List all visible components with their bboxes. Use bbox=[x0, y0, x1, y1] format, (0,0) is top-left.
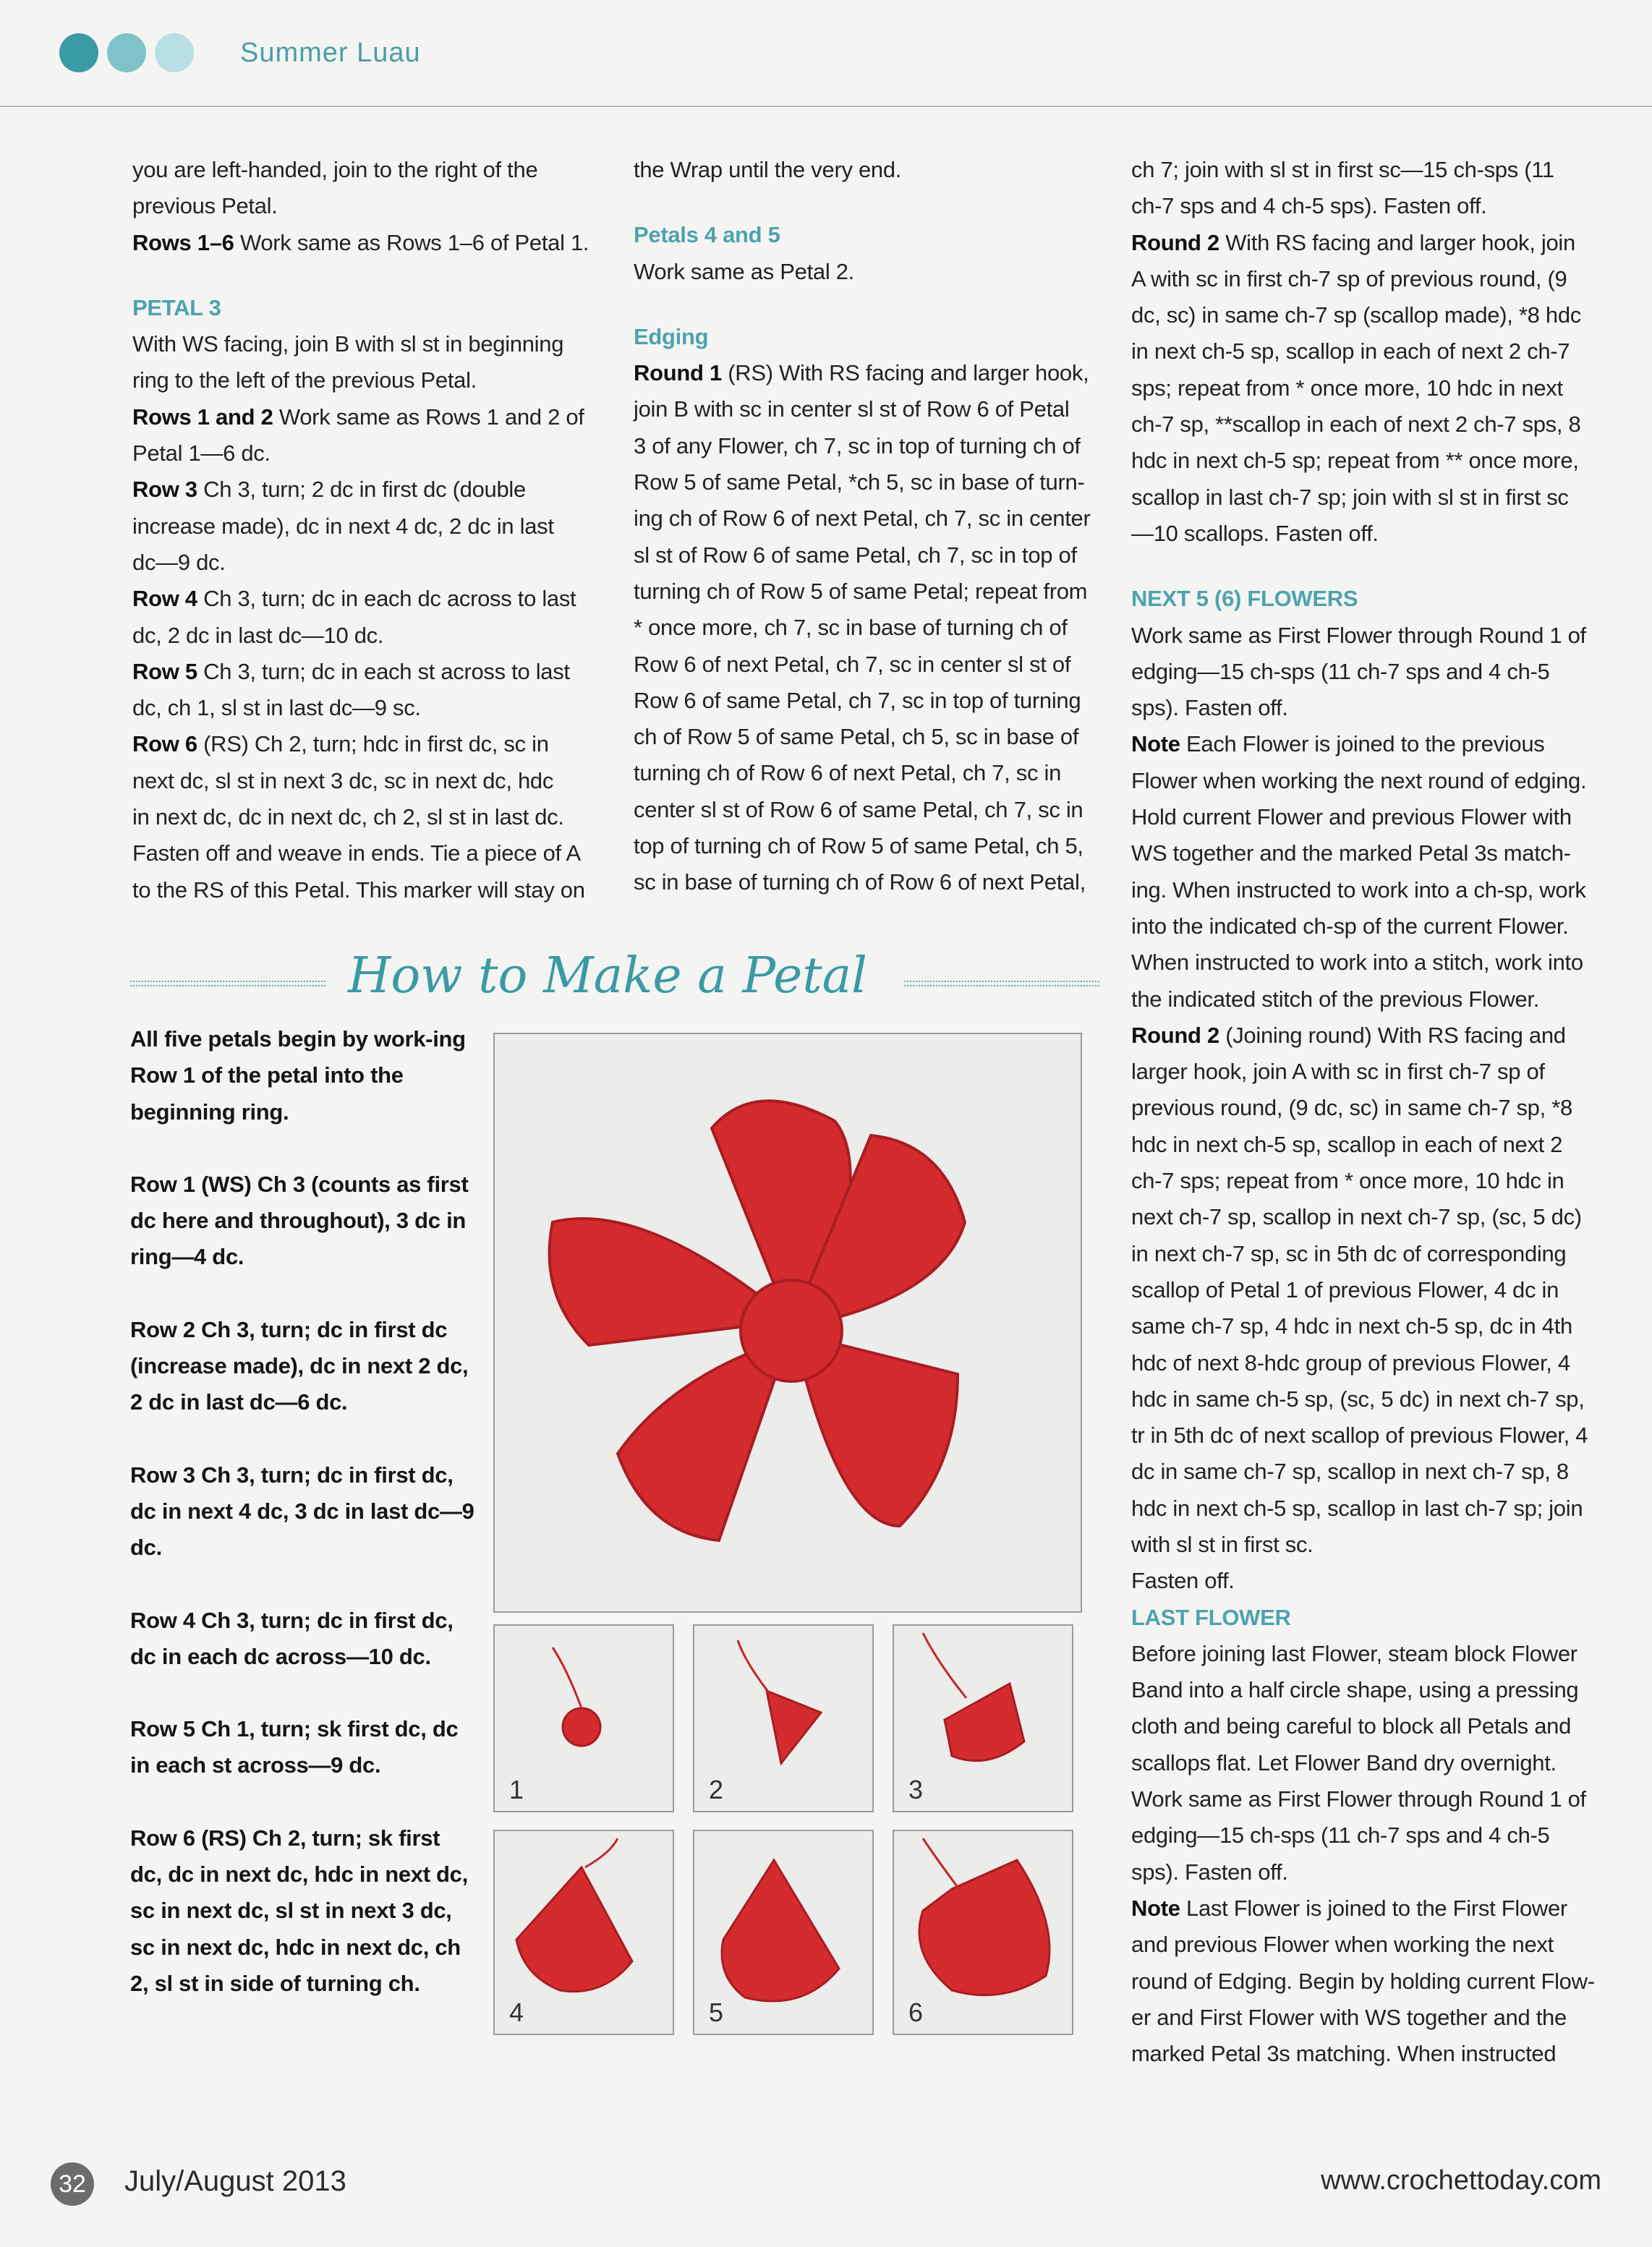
line-text: previous Petal. bbox=[132, 193, 278, 219]
bold-label: Row 5 bbox=[132, 658, 197, 684]
text-line bbox=[132, 872, 603, 908]
bold-label: Rows 1 and 2 bbox=[132, 404, 273, 430]
line-text: scallops flat. Let Flower Band dry overnight. bbox=[1131, 1749, 1557, 1775]
line-text: hdc in same ch-5 sp, (sc, 5 dc) in next ch-7 sp, bbox=[1131, 1386, 1585, 1412]
text-line bbox=[132, 435, 603, 472]
line-text: Ch 3, turn; dc in each dc across to last bbox=[197, 586, 576, 612]
line-text: in next dc, dc in next dc, ch 2, sl st in last dc. bbox=[132, 804, 564, 830]
text-line bbox=[634, 719, 1104, 755]
text-line bbox=[634, 355, 1104, 391]
line-text: dc—9 dc. bbox=[132, 549, 226, 575]
line-text: next ch-7 sp, scallop in next ch-7 sp, (sc, 5 dc) bbox=[1131, 1204, 1582, 1230]
line-text: sps; repeat from * once more, 10 hdc in next bbox=[1131, 375, 1563, 401]
line-text: hdc of next 8-hdc group of previous Flower, 4 bbox=[1131, 1350, 1570, 1376]
text-line bbox=[1131, 1417, 1609, 1454]
bold-label: Round 2 bbox=[1131, 1022, 1219, 1048]
text-line bbox=[1131, 1018, 1609, 1054]
line-text: edging—15 ch-sps (11 ch-7 sps and 4 ch-5 bbox=[1131, 1822, 1550, 1849]
column-3 bbox=[1131, 152, 1609, 2072]
line-text: marked Petal 3s matching. When instructed bbox=[1131, 2041, 1557, 2067]
text-line bbox=[1131, 1854, 1609, 1890]
line-text: Petal 1—6 dc. bbox=[132, 440, 271, 466]
step-row4: Row 4 Ch 3, turn; dc in first dc, dc in each dc across—10 dc. bbox=[130, 1607, 454, 1669]
line-text: Last Flower is joined to the First Flower bbox=[1180, 1895, 1567, 1921]
line-text: Band into a half circle shape, using a pressing bbox=[1131, 1677, 1579, 1703]
text-line bbox=[132, 763, 603, 799]
text-line bbox=[1131, 516, 1609, 552]
text-line bbox=[1131, 1672, 1609, 1708]
line-text: dc, 2 dc in last dc—10 dc. bbox=[132, 622, 384, 648]
line-text: to the RS of this Petal. This marker will stay on bbox=[132, 877, 585, 903]
text-line bbox=[1131, 1345, 1609, 1381]
step-row1: Row 1 (WS) Ch 3 (counts as first dc here and throughout), 3 dc in ring—4 dc. bbox=[130, 1171, 469, 1270]
bold-label: Round 2 bbox=[1131, 229, 1219, 255]
line-text: tr in 5th dc of next scallop of previous Flower, 4 bbox=[1131, 1423, 1588, 1449]
photo-label-2: 2 bbox=[709, 1775, 724, 1804]
subheading: PETAL 3 bbox=[132, 294, 221, 320]
photo-label-4: 4 bbox=[509, 1997, 524, 2027]
issue-date: July/August 2013 bbox=[124, 2165, 346, 2197]
line-text: sc in base of turning ch of Row 6 of next Petal, bbox=[634, 869, 1086, 895]
line-text: When instructed to work into a stitch, work into bbox=[1131, 950, 1583, 976]
text-line bbox=[1131, 1454, 1609, 1490]
website-link[interactable]: www.crochettoday.com bbox=[1321, 2165, 1601, 2196]
text-line bbox=[1131, 654, 1609, 690]
line-text: 3 of any Flower, ch 7, sc in top of turning ch of bbox=[634, 432, 1081, 459]
text-line bbox=[634, 610, 1104, 646]
bold-label: Row 6 bbox=[132, 731, 197, 757]
line-text: with sl st in first sc. bbox=[1131, 1531, 1313, 1557]
bold-label: Note bbox=[1131, 731, 1180, 757]
text-line bbox=[1131, 945, 1609, 981]
text-line bbox=[634, 391, 1104, 427]
text-line bbox=[1131, 188, 1609, 224]
line-text: A with sc in first ch-7 sp of previous round, (9 bbox=[1131, 265, 1567, 291]
howto-banner bbox=[130, 947, 1099, 1011]
text-line bbox=[1131, 1090, 1609, 1126]
spacer bbox=[634, 290, 1104, 319]
spacer bbox=[1131, 552, 1609, 581]
text-line bbox=[634, 574, 1104, 610]
line-text: round of Edging. Begin by holding current Flow- bbox=[1131, 1968, 1595, 1994]
text-line bbox=[634, 792, 1104, 828]
line-text: Each Flower is joined to the previous bbox=[1180, 731, 1545, 757]
text-line bbox=[132, 152, 603, 188]
line-text: in next ch-5 sp, scallop in each of next 2 ch-7 bbox=[1131, 338, 1570, 364]
line-text: Work same as Rows 1 and 2 of bbox=[273, 404, 584, 430]
text-line bbox=[132, 726, 603, 762]
petal-photo-3 bbox=[893, 1624, 1073, 1812]
step-row2: Row 2 Ch 3, turn; dc in first dc (increase made), dc in next 2 dc, 2 dc in last dc—6 dc. bbox=[130, 1316, 469, 1415]
line-text: With RS facing and larger hook, join bbox=[1219, 229, 1575, 255]
line-text: same ch-7 sp, 4 hdc in next ch-5 sp, dc in 4th bbox=[1131, 1313, 1572, 1339]
line-text: hdc in next ch-5 sp, scallop in last ch-7 sp; join bbox=[1131, 1495, 1583, 1521]
bold-label: Row 4 bbox=[132, 586, 197, 612]
step-row6: Row 6 (RS) Ch 2, turn; sk first dc, dc in next dc, hdc in next dc, sc in next dc, sl st in next 3 dc, sc in next dc, hdc in next dc, ch 2, sl st in side of turning ch. bbox=[130, 1825, 468, 1996]
line-text: into the indicated ch-sp of the current Flower. bbox=[1131, 913, 1569, 939]
text-line bbox=[1131, 2000, 1609, 2036]
text-line bbox=[1131, 2036, 1609, 2072]
text-line bbox=[1131, 1708, 1609, 1744]
section-title: Summer Luau bbox=[240, 38, 421, 68]
text-line bbox=[634, 537, 1104, 574]
text-line bbox=[1131, 261, 1609, 297]
line-text: Work same as Petal 2. bbox=[634, 258, 854, 284]
line-text: (RS) With RS facing and larger hook, bbox=[721, 360, 1089, 386]
text-line bbox=[634, 464, 1104, 500]
column-2 bbox=[634, 152, 1104, 901]
text-line bbox=[634, 755, 1104, 791]
text-line bbox=[1131, 1890, 1609, 1927]
line-text: Fasten off and weave in ends. Tie a piece of A bbox=[132, 840, 581, 866]
line-text: the Wrap until the very end. bbox=[634, 157, 902, 182]
text-line bbox=[1131, 690, 1609, 726]
line-text: the indicated stitch of the previous Flower. bbox=[1131, 986, 1540, 1012]
column-1 bbox=[132, 152, 603, 908]
step-intro: All five petals begin by work-ing Row 1 of the petal into the beginning ring. bbox=[130, 1026, 466, 1125]
crochet-flower-image bbox=[495, 1034, 1081, 1611]
text-line bbox=[1131, 1163, 1609, 1199]
line-text: you are left-handed, join to the right of the bbox=[132, 157, 538, 182]
text-line bbox=[1131, 1381, 1609, 1417]
text-line bbox=[634, 152, 1104, 188]
line-text: Fasten off. bbox=[1131, 1568, 1235, 1594]
petal-photo-2 bbox=[693, 1624, 874, 1812]
line-text: edging—15 ch-sps (11 ch-7 sps and 4 ch-5 bbox=[1131, 658, 1550, 684]
line-text: Hold current Flower and previous Flower with bbox=[1131, 804, 1572, 830]
line-text: * once more, ch 7, sc in base of turning ch of bbox=[634, 615, 1068, 641]
text-line bbox=[634, 864, 1104, 900]
text-line bbox=[1131, 1527, 1609, 1563]
text-line bbox=[132, 472, 603, 508]
line-text: —10 scallops. Fasten off. bbox=[1131, 520, 1379, 546]
text-line bbox=[634, 254, 1104, 290]
step-row3: Row 3 Ch 3, turn; dc in first dc, dc in next 4 dc, 3 dc in last dc—9 dc. bbox=[130, 1462, 474, 1561]
text-line bbox=[1131, 1054, 1609, 1090]
dot-dark bbox=[59, 33, 98, 72]
text-line bbox=[132, 326, 603, 362]
text-line bbox=[1131, 1636, 1609, 1672]
text-line bbox=[1131, 1308, 1609, 1344]
text-line bbox=[1131, 872, 1609, 908]
spacer bbox=[132, 261, 603, 290]
text-line bbox=[132, 835, 603, 871]
banner-rule-right bbox=[904, 981, 1099, 986]
line-text: scallop of Petal 1 of previous Flower, 4 dc in bbox=[1131, 1276, 1559, 1302]
bold-label: Row 3 bbox=[132, 477, 197, 503]
howto-steps bbox=[130, 1021, 477, 2038]
text-line bbox=[1131, 1745, 1609, 1781]
line-text: ring to the left of the previous Petal. bbox=[132, 367, 477, 393]
line-text: Ch 3, turn; dc in each st across to last bbox=[197, 658, 570, 684]
line-text: ch-7 sps; repeat from * once more, 10 hdc in bbox=[1131, 1168, 1564, 1194]
text-line bbox=[1131, 981, 1609, 1018]
line-text: Ch 3, turn; 2 dc in first dc (double bbox=[197, 477, 526, 503]
dot-mid bbox=[107, 33, 146, 72]
text-line bbox=[1131, 763, 1609, 799]
text-line bbox=[132, 581, 603, 617]
text-line bbox=[1131, 908, 1609, 945]
text-line bbox=[1131, 1927, 1609, 1963]
bold-label: Rows 1–6 bbox=[132, 229, 234, 255]
text-line bbox=[1131, 1236, 1609, 1272]
text-line bbox=[634, 428, 1104, 464]
line-text: Flower when working the next round of edging. bbox=[1131, 767, 1587, 793]
line-text: sl st of Row 6 of same Petal, ch 7, sc in top of bbox=[634, 542, 1077, 568]
text-line bbox=[1131, 225, 1609, 261]
text-line bbox=[1131, 1563, 1609, 1599]
line-text: ing. When instructed to work into a ch-sp, work bbox=[1131, 877, 1586, 903]
text-line bbox=[1131, 799, 1609, 835]
text-line bbox=[132, 654, 603, 690]
line-text: Row 6 of same Petal, ch 7, sc in top of turning bbox=[634, 687, 1081, 713]
line-text: Work same as First Flower through Round 1 of bbox=[1131, 1786, 1586, 1812]
banner-rule-left bbox=[130, 981, 325, 986]
line-text: and previous Flower when working the next bbox=[1131, 1932, 1554, 1958]
photo-label-1: 1 bbox=[509, 1775, 524, 1804]
line-text: dc, ch 1, sl st in last dc—9 sc. bbox=[132, 695, 421, 721]
step-row5: Row 5 Ch 1, turn; sk first dc, dc in each st across—9 dc. bbox=[130, 1716, 459, 1778]
howto-title: How to Make a Petal bbox=[348, 947, 867, 1005]
line-text: increase made), dc in next 4 dc, 2 dc in last bbox=[132, 513, 554, 539]
header-divider bbox=[0, 106, 1652, 107]
line-text: ch of Row 5 of same Petal, ch 5, sc in base of bbox=[634, 724, 1079, 750]
text-line bbox=[132, 508, 603, 545]
text-line bbox=[1131, 297, 1609, 333]
text-line bbox=[1131, 726, 1609, 762]
text-line bbox=[132, 799, 603, 835]
text-line bbox=[1131, 370, 1609, 406]
text-line bbox=[1131, 406, 1609, 443]
line-text: hdc in next ch-5 sp, scallop in each of next 2 bbox=[1131, 1131, 1563, 1157]
text-line bbox=[132, 545, 603, 581]
text-line bbox=[634, 647, 1104, 683]
subheading: NEXT 5 (6) FLOWERS bbox=[1131, 586, 1358, 612]
photo-label-6: 6 bbox=[908, 1997, 924, 2027]
text-line bbox=[1131, 152, 1609, 188]
line-text: turning ch of Row 6 of next Petal, ch 7, sc in bbox=[634, 760, 1062, 786]
line-text: turning ch of Row 5 of same Petal; repeat from bbox=[634, 578, 1088, 604]
text-line bbox=[1131, 1127, 1609, 1163]
flower-photo bbox=[493, 1033, 1082, 1613]
line-text: dc in same ch-7 sp, scallop in next ch-7 sp, 8 bbox=[1131, 1459, 1569, 1485]
line-text: With WS facing, join B with sl st in beginning bbox=[132, 331, 564, 357]
text-line bbox=[132, 225, 603, 261]
text-line bbox=[1131, 333, 1609, 370]
subheading: LAST FLOWER bbox=[1131, 1604, 1291, 1630]
dot-light bbox=[155, 33, 194, 72]
text-line bbox=[132, 690, 603, 726]
line-text: top of turning ch of Row 5 of same Petal, ch 5, bbox=[634, 833, 1083, 859]
line-text: ch 7; join with sl st in first sc—15 ch-sps (11 bbox=[1131, 157, 1554, 182]
text-line bbox=[1131, 1964, 1609, 2000]
line-text: ing ch of Row 6 of next Petal, ch 7, sc in center bbox=[634, 506, 1091, 532]
line-text: Work same as Rows 1–6 of Petal 1. bbox=[234, 229, 589, 255]
petal-photo-1 bbox=[493, 1624, 674, 1812]
text-line bbox=[1131, 479, 1609, 516]
line-text: join B with sc in center sl st of Row 6 of Petal bbox=[634, 396, 1070, 422]
line-text: Before joining last Flower, steam block Flower bbox=[1131, 1640, 1578, 1666]
text-line bbox=[132, 399, 603, 435]
page-number: 32 bbox=[51, 2162, 94, 2206]
line-text: sps). Fasten off. bbox=[1131, 1859, 1288, 1885]
subheading: Edging bbox=[634, 323, 709, 349]
text-line bbox=[634, 828, 1104, 864]
text-line bbox=[1131, 1817, 1609, 1854]
line-text: larger hook, join A with sc in first ch-7 sp of bbox=[1131, 1059, 1545, 1085]
line-text: Work same as First Flower through Round 1 of bbox=[1131, 622, 1586, 648]
petal-photo-6 bbox=[893, 1830, 1073, 2035]
petal-photo-4 bbox=[493, 1830, 674, 2035]
header-dots bbox=[59, 33, 194, 72]
line-text: previous round, (9 dc, sc) in same ch-7 sp, *8 bbox=[1131, 1095, 1572, 1121]
line-text: ch-7 sps and 4 ch-5 sps). Fasten off. bbox=[1131, 193, 1487, 219]
line-text: sps). Fasten off. bbox=[1131, 695, 1288, 721]
line-text: next dc, sl st in next 3 dc, sc in next dc, hdc bbox=[132, 767, 554, 793]
line-text: cloth and being careful to block all Petals and bbox=[1131, 1713, 1572, 1739]
text-line bbox=[132, 188, 603, 224]
line-text: in next ch-7 sp, sc in 5th dc of corresponding bbox=[1131, 1240, 1567, 1266]
bold-label: Note bbox=[1131, 1895, 1180, 1921]
line-text: WS together and the marked Petal 3s match- bbox=[1131, 840, 1571, 866]
text-line bbox=[1131, 835, 1609, 871]
line-text: center sl st of Row 6 of same Petal, ch 7, sc in bbox=[634, 796, 1083, 822]
subheading: Petals 4 and 5 bbox=[634, 222, 780, 248]
text-line bbox=[1131, 618, 1609, 654]
line-text: Row 5 of same Petal, *ch 5, sc in base of turn- bbox=[634, 469, 1085, 495]
text-line bbox=[1131, 1199, 1609, 1235]
line-text: er and First Flower with WS together and the bbox=[1131, 2004, 1567, 2030]
line-text: scallop in last ch-7 sp; join with sl st in first sc bbox=[1131, 484, 1569, 510]
text-line bbox=[132, 618, 603, 654]
text-line bbox=[1131, 1491, 1609, 1527]
petal-photo-5 bbox=[693, 1830, 874, 2035]
bold-label: Round 1 bbox=[634, 360, 722, 386]
text-line bbox=[1131, 443, 1609, 479]
text-line bbox=[634, 683, 1104, 719]
line-text: (RS) Ch 2, turn; hdc in first dc, sc in bbox=[197, 731, 549, 757]
photo-label-5: 5 bbox=[709, 1997, 724, 2027]
text-line bbox=[132, 362, 603, 398]
line-text: ch-7 sp, **scallop in each of next 2 ch-7 sps, 8 bbox=[1131, 412, 1581, 438]
photo-label-3: 3 bbox=[908, 1775, 924, 1804]
text-line bbox=[1131, 1781, 1609, 1817]
spacer bbox=[634, 188, 1104, 217]
line-text: hdc in next ch-5 sp; repeat from ** once more, bbox=[1131, 448, 1579, 474]
text-line bbox=[1131, 1272, 1609, 1308]
line-text: Row 6 of next Petal, ch 7, sc in center sl st of bbox=[634, 651, 1071, 677]
line-text: (Joining round) With RS facing and bbox=[1219, 1022, 1566, 1048]
text-line bbox=[634, 500, 1104, 537]
line-text: dc, sc) in same ch-7 sp (scallop made), *8 hdc bbox=[1131, 302, 1581, 328]
